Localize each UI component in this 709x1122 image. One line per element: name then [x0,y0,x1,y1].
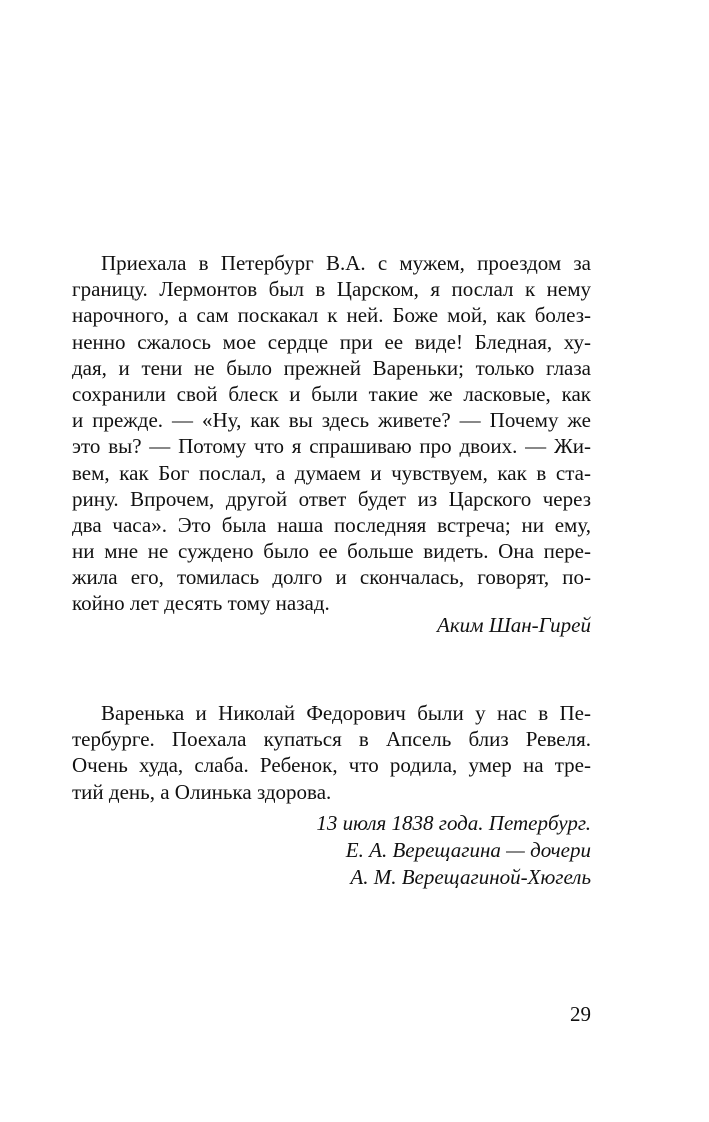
paragraph-vereshchagina [72,700,591,805]
page-number: 29 [570,1002,591,1026]
attribution-line: Аким Шан-Гирей [437,613,591,637]
text-line: тербурге. Поехала купаться в Апсель близ Ревеля. [72,727,591,752]
text-line: рину. Впрочем, другой ответ будет из Царского через [72,486,591,511]
text-line: и прежде. — «Ну, как вы здесь живете? — Почему же [72,408,591,433]
attribution-line: 13 июля 1838 года. Петербург. [316,811,591,835]
text-line: ненно сжалось мое сердце при ее виде! Бледная, ху- [72,329,591,354]
attribution-line: А. М. Верещагиной-Хюгель [350,865,591,889]
text-line: Очень худа, слаба. Ребенок, что родила, умер на тре- [72,753,591,778]
text-line: койно лет десять тому назад. [72,591,330,616]
paragraph-shan-girey [72,250,591,617]
text-line: дая, и тени не было прежней Вареньки; только глаза [72,355,591,380]
text-line: жила его, томилась долго и скончалась, говорят, по- [72,565,591,590]
text-line: ни мне не суждено было ее больше видеть. Она пере- [72,539,591,564]
text-line: сохранили свой блеск и были такие же ласковые, как [72,381,591,406]
attribution-vereshchagina [316,810,591,891]
text-line: Приехала в Петербург В.А. с мужем, проездом за [101,251,591,275]
text-line: это вы? — Потому что я спрашиваю про двоих. — Жи- [72,434,591,459]
text-line: Варенька и Николай Федорович были у нас в Пе- [101,701,591,725]
text-line: границу. Лермонтов был в Царском, я послал к нему [72,277,591,302]
text-line: вем, как Бог послал, а думаем и чувствуем, как в ста- [72,460,591,485]
attribution-shan-girey [437,612,591,639]
text-line: тий день, а Олинька здорова. [72,779,332,804]
text-line: нарочного, а сам поскакал к ней. Боже мой, как болез- [72,303,591,328]
text-line: два часа». Это была наша последняя встреча; ни ему, [72,512,591,537]
attribution-line: Е. А. Верещагина — дочери [345,838,591,862]
